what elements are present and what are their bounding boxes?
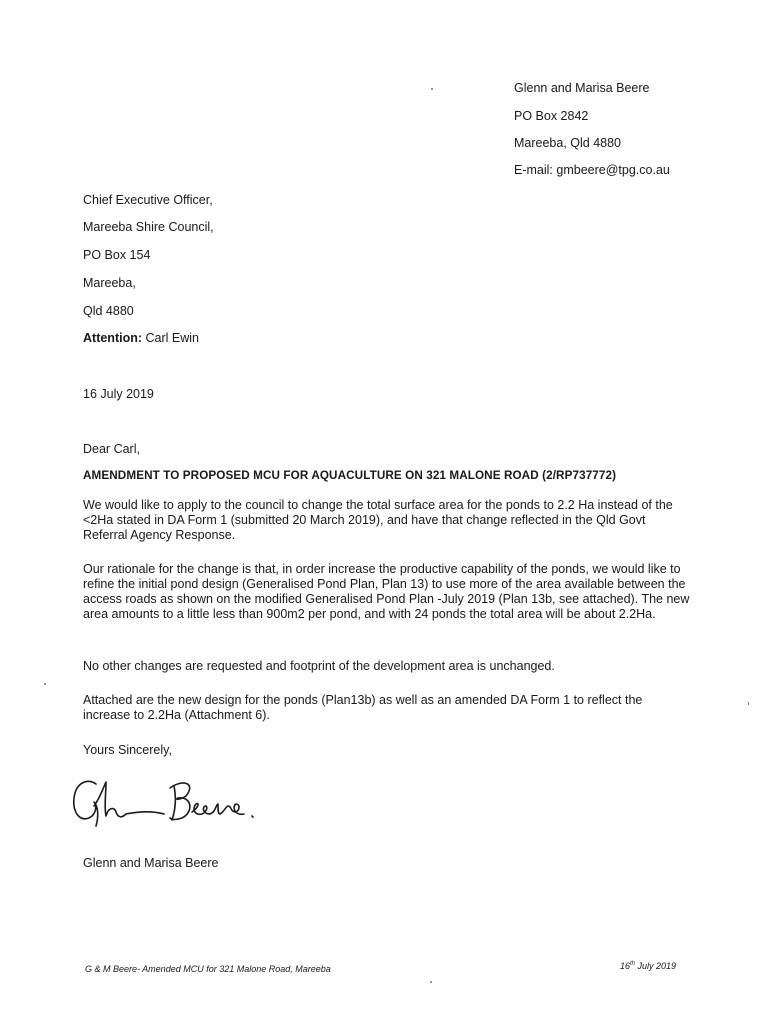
footer-date [620, 961, 676, 971]
scan-speck [431, 88, 433, 90]
footer-date-rest: July 2019 [635, 961, 677, 971]
recipient-state: Qld 4880 [83, 304, 134, 318]
signature-image [66, 772, 276, 832]
recipient-attention [83, 332, 199, 345]
body-paragraph-4: Attached are the new design for the ponds (Plan13b) as well as an amended DA Form 1 to reflect the increase to 2.2Ha (Attachment 6). [83, 693, 643, 722]
body-paragraph-2: Our rationale for the change is that, in order increase the productive capability of the ponds, we would like to refine the initial pond design (Generalised Pond Plan, Plan 13) to use more of the area available between the access roads as shown on the modified Generalised Pond Plan -July 2019 (Plan 13b, see attached). The new area amounts to a little less than 900m2 per pond, and with 24 ponds the total area will be about 2.2Ha. [83, 562, 690, 621]
attention-name: Carl Ewin [145, 331, 199, 345]
closing: Yours Sincerely, [83, 743, 172, 757]
recipient-council: Mareeba Shire Council, [83, 220, 214, 234]
attention-label: Attention: [83, 331, 143, 345]
salutation: Dear Carl, [83, 442, 140, 456]
letter-date: 16 July 2019 [83, 387, 154, 401]
recipient-title: Chief Executive Officer, [83, 193, 213, 207]
footer-date-suffix: th [630, 961, 636, 967]
footer-left: G & M Beere- Amended MCU for 321 Malone Road, Mareeba [85, 964, 331, 974]
sender-po-box: PO Box 2842 [514, 109, 589, 123]
scan-speck [44, 683, 46, 685]
scan-speck [748, 702, 749, 705]
sender-city: Mareeba, Qld 4880 [514, 136, 622, 150]
recipient-po-box: PO Box 154 [83, 248, 151, 262]
body-paragraph-3: No other changes are requested and footprint of the development area is unchanged. [83, 659, 555, 673]
body-paragraph-1: We would like to apply to the council to change the total surface area for the ponds to 2.2 Ha instead of the <2Ha stated in DA Form 1 (submitted 20 March 2019), and have that change reflected in the Qld Govt Referral Agency Response. [83, 498, 673, 542]
scan-speck [430, 981, 432, 983]
signatory-name: Glenn and Marisa Beere [83, 856, 219, 870]
sender-email-row [514, 164, 670, 177]
sender-email: gmbeere@tpg.co.au [556, 163, 670, 177]
sender-name: Glenn and Marisa Beere [514, 81, 650, 95]
recipient-town: Mareeba, [83, 276, 136, 290]
sender-email-label: E-mail: [514, 163, 553, 177]
letter-subject: AMENDMENT TO PROPOSED MCU FOR AQUACULTURE ON 321 MALONE ROAD (2/RP737772) [83, 469, 617, 482]
footer-date-day: 16 [620, 961, 631, 971]
